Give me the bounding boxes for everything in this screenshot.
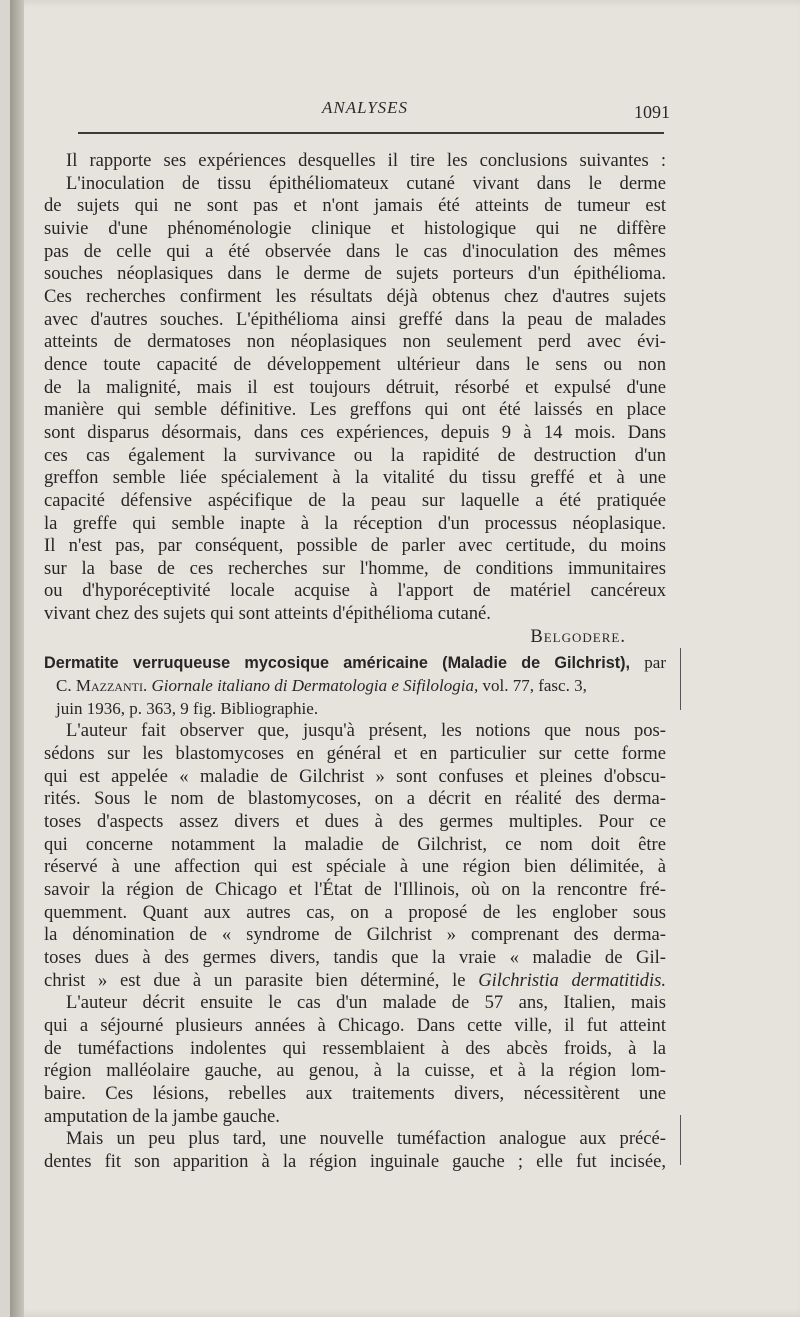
text-line: baire. Ces lésions, rebelles aux traitements divers, nécessitèrent une xyxy=(44,1082,666,1104)
running-title: ANALYSES xyxy=(321,98,409,117)
text-line: réservé à une affection qui est spéciale à une région bien délimitée, à xyxy=(44,856,666,878)
text-line: greffon semble liée spécialement à la vitalité du tissu greffé et à une xyxy=(44,467,666,489)
text-line: sur la base de ces recherches sur l'homme, de conditions immunitaires xyxy=(44,557,666,579)
text-line: Ces recherches confirment les résultats déjà obtenus chez d'autres sujets xyxy=(44,285,666,307)
text-line: de sujets qui ne sont pas et n'ont jamais été atteints de tumeur est xyxy=(44,195,666,217)
text-line: suivie d'une phénoménologie clinique et histologique qui ne diffère xyxy=(44,217,666,239)
text-line: de tuméfactions indolentes qui ressemblaient à des abcès froids, à la xyxy=(44,1037,666,1059)
parasite-name: Gilchristia dermatitidis. xyxy=(478,969,667,991)
margin-mark xyxy=(672,1115,681,1165)
text-line: Mais un peu plus tard, une nouvelle tuméfaction analogue aux précé- xyxy=(66,1128,666,1150)
text-line: avec d'autres souches. L'épithélioma ainsi greffé dans la peau de malades xyxy=(44,308,666,330)
text-line: toses dues à des germes divers, tandis que la vraie « maladie de Gil- xyxy=(44,946,666,968)
text-line: L'auteur décrit ensuite le cas d'un malade de 57 ans, Italien, mais xyxy=(66,992,666,1014)
article-title-by: par xyxy=(644,653,666,673)
text-line: qui concerne notamment la maladie de Gilchrist, ce nom doit être xyxy=(44,833,666,855)
text-line-plain: christ » est due à un parasite bien déterminé, le xyxy=(44,969,479,991)
body-text xyxy=(44,150,666,1174)
text-line: quemment. Quant aux autres cas, on a proposé de les englober sous xyxy=(44,901,666,923)
citation-volume: vol. 77, fasc. 3, xyxy=(482,676,587,696)
page xyxy=(10,0,800,1317)
text-line: sont disparus désormais, dans ces expériences, depuis 9 à 14 mois. Dans xyxy=(44,421,666,443)
margin-mark xyxy=(672,648,681,710)
text-line: toses d'aspects assez divers et dues à des germes multiples. Pour ce xyxy=(44,811,666,833)
text-line: atteints de dermatoses non néoplasiques non seulement perd avec évi- xyxy=(44,331,666,353)
text-line: de la malignité, mais il est toujours détruit, résorbé et expulsé d'une xyxy=(44,376,666,398)
article-title xyxy=(44,652,666,675)
text-line: pas de celle qui a été observée dans le cas d'inoculation des mêmes xyxy=(44,240,666,262)
text-line: L'inoculation de tissu épithéliomateux cutané vivant dans le derme xyxy=(66,172,666,194)
text-line: vivant chez des sujets qui sont atteints d'épithélioma cutané. xyxy=(44,603,491,625)
citation-journal: Giornale italiano di Dermatologia e Sifilologia, xyxy=(151,676,479,696)
text-line: qui a séjourné plusieurs années à Chicago. Dans cette ville, il fut atteint xyxy=(44,1014,666,1036)
header-rule xyxy=(78,132,664,134)
article-title-text: Dermatite verruqueuse mycosique américaine (Maladie de Gilchrist), xyxy=(44,654,630,673)
text-line: sédons sur les blastomycoses en général et en particulier sur cette forme xyxy=(44,743,666,765)
text-line: dentes fit son apparition à la région inguinale gauche ; elle fut incisée, xyxy=(44,1150,666,1172)
text-line: qui est appelée « maladie de Gilchrist » sont confuses et pleines d'obscu- xyxy=(44,765,666,787)
page-binding-shadow xyxy=(10,0,24,1317)
text-line: manière qui semble définitive. Les greffons qui ont été laissés en place xyxy=(44,399,666,421)
text-line: Il n'est pas, par conséquent, possible de parler avec certitude, du moins xyxy=(44,535,666,557)
text-line: ou d'hyporéceptivité locale acquise à l'apport de matériel cancéreux xyxy=(44,580,666,602)
text-line: la greffe qui semble inapte à la réception d'un processus néoplasique. xyxy=(44,512,666,534)
text-line: amputation de la jambe gauche. xyxy=(44,1105,280,1127)
citation xyxy=(44,675,666,698)
text-line: savoir la région de Chicago et l'État de l'Illinois, où on la rencontre fré- xyxy=(44,879,666,900)
page-number: 1091 xyxy=(634,102,670,122)
text-line: la dénomination de « syndrome de Gilchrist » comprenant des derma- xyxy=(44,924,666,946)
author-signature: Belgodere. xyxy=(530,625,626,647)
text-line: capacité défensive aspécifique de la peau sur laquelle a été pratiquée xyxy=(44,489,666,511)
text-line: L'auteur fait observer que, jusqu'à présent, les notions que nous pos- xyxy=(66,720,666,742)
text-line: dence toute capacité de développement ultérieur dans le sens ou non xyxy=(44,353,666,375)
text-line: souches néoplasiques dans le derme de sujets porteurs d'un épithélioma. xyxy=(44,263,666,285)
text-line: rités. Sous le nom de blastomycoses, on a décrit en réalité des derma- xyxy=(44,788,666,810)
text-line: ces cas également la survivance ou la rapidité de destruction d'un xyxy=(44,444,666,466)
citation-details: juin 1936, p. 363, 9 fig. Bibliographie. xyxy=(56,698,319,718)
text-line: Il rapporte ses expériences desquelles il tire les conclusions suivantes : xyxy=(66,150,666,171)
page-header xyxy=(60,98,670,124)
text-line xyxy=(44,970,666,993)
text-line: région malléolaire gauche, au genou, à la cuisse, et à la région lom- xyxy=(44,1060,666,1082)
citation-author: C. Mazzanti. xyxy=(56,676,148,696)
